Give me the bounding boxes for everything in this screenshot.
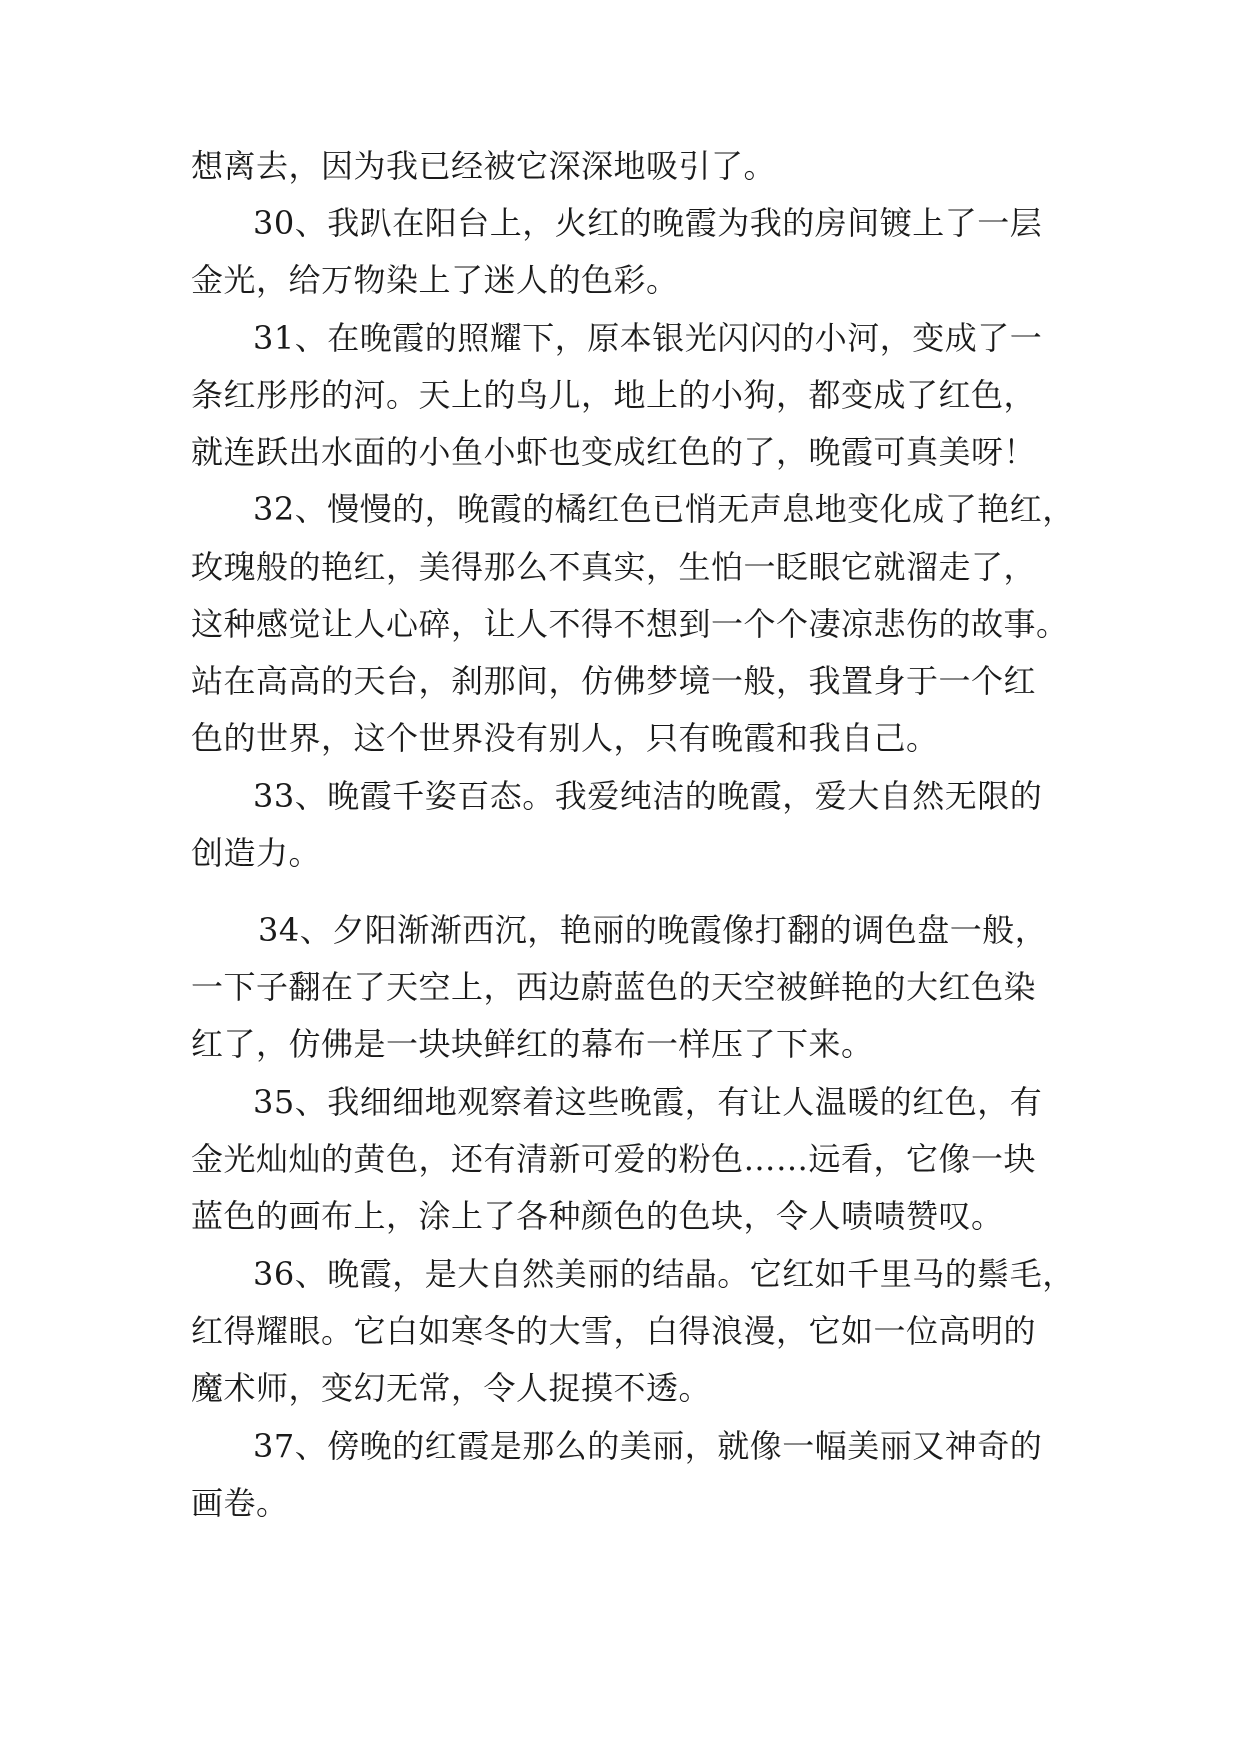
text-line-24: 画卷。 xyxy=(191,1484,289,1522)
text-line-2: 30、我趴在阳台上，火红的晚霞为我的房间镀上了一层 xyxy=(253,204,1043,242)
text-line-21: 红得耀眼。它白如寒冬的大雪，白得浪漫，它如一位高明的 xyxy=(191,1312,1037,1350)
text-line-6: 就连跃出水面的小鱼小虾也变成红色的了，晚霞可真美呀！ xyxy=(191,433,1037,471)
text-line-22: 魔术师，变幻无常，令人捉摸不透。 xyxy=(191,1369,712,1407)
text-line-11: 色的世界，这个世界没有别人，只有晚霞和我自己。 xyxy=(191,719,939,757)
text-line-20: 36、晚霞，是大自然美丽的结晶。它红如千里马的鬃毛， xyxy=(253,1255,1075,1293)
text-line-9: 这种感觉让人心碎，让人不得不想到一个个凄凉悲伤的故事。 xyxy=(191,605,1069,643)
text-line-16: 红了，仿佛是一块块鲜红的幕布一样压了下来。 xyxy=(191,1025,874,1063)
text-line-18: 金光灿灿的黄色，还有清新可爱的粉色……远看，它像一块 xyxy=(191,1140,1037,1178)
text-line-19: 蓝色的画布上，涂上了各种颜色的色块，令人啧啧赞叹。 xyxy=(191,1197,1004,1235)
text-line-13: 创造力。 xyxy=(191,834,322,872)
text-line-4: 31、在晚霞的照耀下，原本银光闪闪的小河，变成了一 xyxy=(253,319,1043,357)
text-line-3: 金光，给万物染上了迷人的色彩。 xyxy=(191,261,679,299)
text-line-10: 站在高高的天台，刹那间，仿佛梦境一般，我置身于一个红 xyxy=(191,662,1037,700)
text-line-1: 想离去，因为我已经被它深深地吸引了。 xyxy=(191,147,777,185)
text-line-5: 条红彤彤的河。天上的鸟儿，地上的小狗，都变成了红色， xyxy=(191,376,1037,414)
text-line-15: 一下子翻在了天空上，西边蔚蓝色的天空被鲜艳的大红色染 xyxy=(191,968,1037,1006)
text-line-12: 33、晚霞千姿百态。我爱纯洁的晚霞，爱大自然无限的 xyxy=(253,777,1043,815)
text-line-23: 37、傍晚的红霞是那么的美丽，就像一幅美丽又神奇的 xyxy=(253,1427,1043,1465)
text-line-7: 32、慢慢的，晚霞的橘红色已悄无声息地变化成了艳红， xyxy=(253,490,1075,528)
text-line-8: 玫瑰般的艳红，美得那么不真实，生怕一眨眼它就溜走了， xyxy=(191,548,1037,586)
text-line-14: 34、夕阳渐渐西沉，艳丽的晚霞像打翻的调色盘一般， xyxy=(258,911,1048,949)
text-line-17: 35、我细细地观察着这些晚霞，有让人温暖的红色，有 xyxy=(253,1083,1043,1121)
